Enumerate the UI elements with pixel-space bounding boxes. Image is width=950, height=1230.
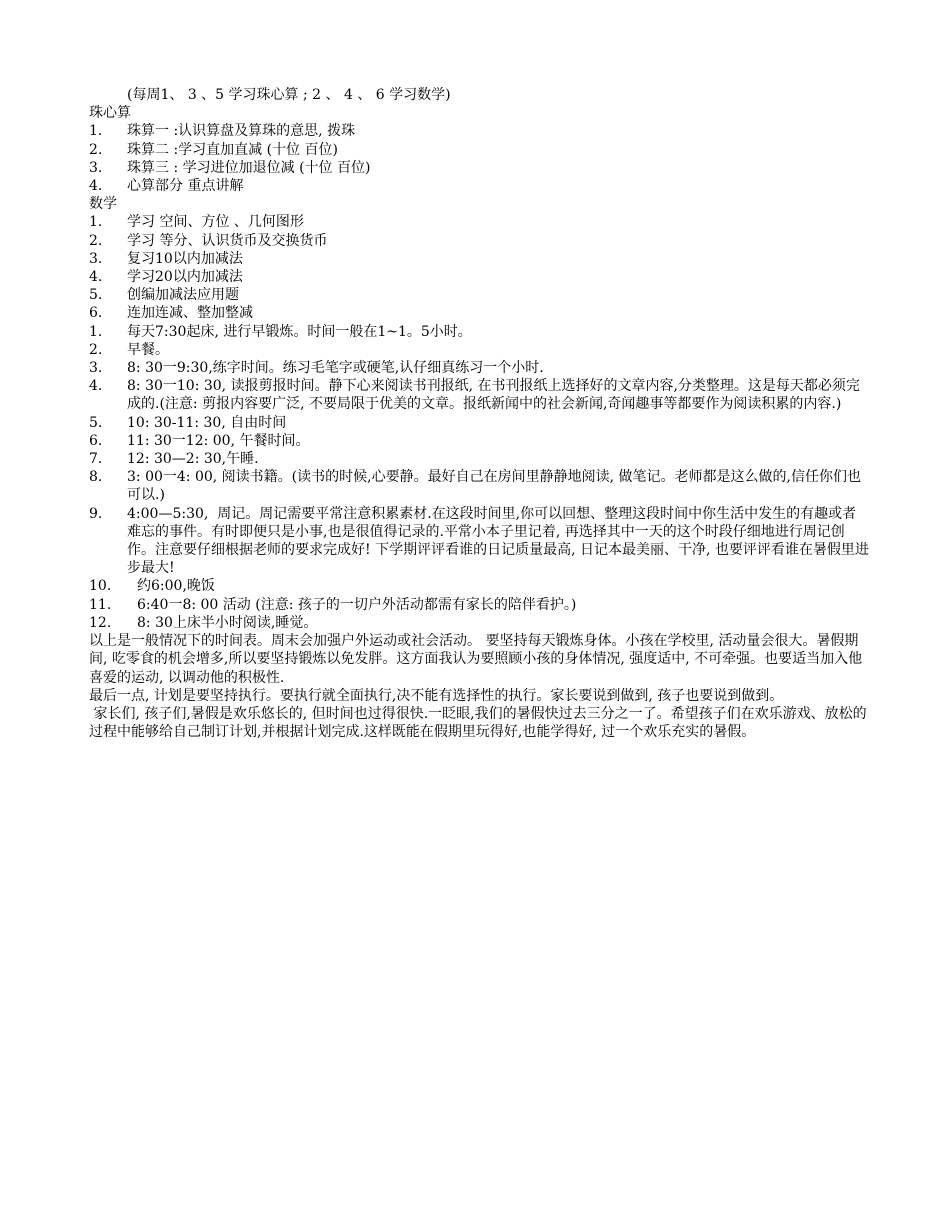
item-number: 5. xyxy=(89,287,103,304)
item-text: 8: 30一10: 30, 读报剪报时间。静下心来阅读书刊报纸, 在书刊报纸上选择好的文章内容,分类整理。这是每天都必须完成的.(注意: 剪报内容要广泛, 不要局限于优美的文章。报纸新闻中的社会新闻,奇闻趣事等都要作为阅读积累的内容.) xyxy=(127,378,860,413)
item-number: 6. xyxy=(89,305,103,322)
item-number: 3. xyxy=(89,360,103,377)
item-text: 8: 30一9:30,练字时间。练习毛笔字或硬笔,认仔细真练习一个小时. xyxy=(127,360,544,377)
document-body xyxy=(89,86,869,741)
item-number: 8. xyxy=(89,469,103,486)
item-text: 11: 30一12: 00, 午餐时间。 xyxy=(127,432,310,449)
schedule-item xyxy=(89,577,869,595)
list-item xyxy=(89,304,869,322)
item-number: 2. xyxy=(89,341,103,358)
schedule-item xyxy=(89,377,869,413)
schedule-item xyxy=(89,359,869,377)
abacus-heading: 珠心算 xyxy=(89,105,131,122)
intro-line: (每周1、 3 、5 学习珠心算 ; 2 、 4 、 6 学习数学) xyxy=(127,87,451,103)
item-text: 每天7:30起床, 进行早锻炼。时间一般在1~1。5小时。 xyxy=(127,323,472,340)
item-number: 5. xyxy=(89,414,103,431)
list-item xyxy=(89,122,869,140)
summary-paragraph: 以上是一般情况下的时间表。周末会加强户外运动或社会活动。 要坚持每天锻炼身体。小孩在学校里, 活动量会很大。暑假期间, 吃零食的机会增多,所以要坚持锻炼以免发胖。这方面我认为要照顾小孩的身体情况, 强度适中, 不可牵强。也要适当加入他喜爱的运动, 以调动他的积极性. xyxy=(89,633,863,686)
list-item xyxy=(89,268,869,286)
item-number: 2. xyxy=(89,141,103,158)
abacus-list xyxy=(89,122,869,195)
item-number: 10. xyxy=(89,578,112,595)
item-text: 学习 空间、方位 、几何图形 xyxy=(127,214,304,231)
list-item xyxy=(89,177,869,195)
item-text: 12: 30—2: 30,午睡. xyxy=(127,451,259,468)
item-text: 约6:00,晚饭 xyxy=(137,578,215,595)
list-item xyxy=(89,286,869,304)
final-point-paragraph: 最后一点, 计划是要坚持执行。要执行就全面执行,决不能有选择性的执行。家长要说到做到, 孩子也要说到做到。 xyxy=(89,687,784,704)
schedule-item xyxy=(89,468,869,504)
item-text: 学习20以内加减法 xyxy=(127,269,243,286)
item-text: 心算部分 重点讲解 xyxy=(127,178,244,195)
item-text: 复习10以内加减法 xyxy=(127,250,243,267)
list-item xyxy=(89,250,869,268)
item-number: 4. xyxy=(89,378,103,395)
item-text: 8: 30上床半小时阅读,睡觉。 xyxy=(137,614,318,631)
item-text: 珠算二 :学习直加直减 (十位 百位) xyxy=(127,141,338,158)
item-number: 1. xyxy=(89,123,103,140)
schedule-item xyxy=(89,450,869,468)
item-number: 1. xyxy=(89,214,103,231)
schedule-item xyxy=(89,341,869,359)
list-item xyxy=(89,213,869,231)
item-text: 早餐。 xyxy=(127,341,169,358)
math-list xyxy=(89,213,869,322)
schedule-item xyxy=(89,596,869,614)
item-number: 6. xyxy=(89,432,103,449)
list-item xyxy=(89,159,869,177)
list-item xyxy=(89,141,869,159)
item-number: 2. xyxy=(89,232,103,249)
item-number: 11. xyxy=(89,596,112,613)
schedule-item xyxy=(89,432,869,450)
item-number: 12. xyxy=(89,614,112,631)
item-text: 珠算三 : 学习进位加退位减 (十位 百位) xyxy=(127,159,371,176)
item-text: 珠算一 :认识算盘及算珠的意思, 拨珠 xyxy=(127,123,356,140)
item-number: 3. xyxy=(89,250,103,267)
schedule-item xyxy=(89,414,869,432)
item-number: 7. xyxy=(89,451,103,468)
item-number: 3. xyxy=(89,159,103,176)
item-number: 9. xyxy=(89,505,103,522)
schedule-list xyxy=(89,323,869,632)
schedule-item xyxy=(89,323,869,341)
item-text: 学习 等分、认识货币及交换货币 xyxy=(127,232,328,249)
math-heading: 数学 xyxy=(89,196,117,213)
item-number: 4. xyxy=(89,269,103,286)
item-text: 10: 30-11: 30, 自由时间 xyxy=(127,414,287,431)
item-number: 1. xyxy=(89,323,103,340)
item-text: 连加连减、整加整减 xyxy=(127,305,253,322)
schedule-item xyxy=(89,505,869,578)
item-text: 4:00—5:30, 周记。周记需要平常注意积累素材.在这段时间里,你可以回想、整理这段时间中你生活中发生的有趣或者难忘的事件。有时即便只是小事,也是很值得记录的.平常小本子里记着, 再选择其中一天的这个时段仔细地进行周记创作。注意要仔细根据老师的要求完成好! 下学期评评看谁的日记质量最高, 日记本最美丽、干净, 也要评评看谁在暑假里进步最大! xyxy=(127,505,869,577)
item-text: 3: 00一4: 00, 阅读书籍。(读书的时候,心要静。最好自己在房间里静静地阅读, 做笔记。老师都是这么做的,信任你们也可以.) xyxy=(127,469,861,504)
schedule-item xyxy=(89,614,869,632)
closing-paragraph: 家长们, 孩子们,暑假是欢乐悠长的, 但时间也过得很快.一眨眼,我们的暑假快过去三分之一了。希望孩子们在欢乐游戏、放松的过程中能够给自己制订计划,并根据计划完成.这样既能在假期里玩得好,也能学得好, 过一个欢乐充实的暑假。 xyxy=(89,705,867,741)
item-number: 4. xyxy=(89,178,103,195)
item-text: 6:40一8: 00 活动 (注意: 孩子的一切户外活动都需有家长的陪伴看护。) xyxy=(137,596,577,613)
item-text: 创编加减法应用题 xyxy=(127,287,239,304)
list-item xyxy=(89,232,869,250)
